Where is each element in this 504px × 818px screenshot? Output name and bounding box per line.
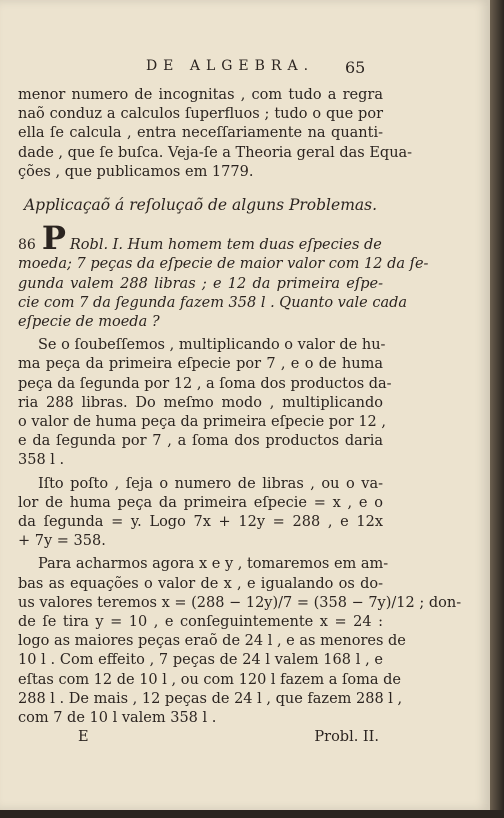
text-line: ma peça da primeira eſpecie por 7 , e o de huma bbox=[18, 356, 383, 373]
text-line: ria 288 libras. Do meſmo modo , multiplicando bbox=[18, 394, 383, 411]
text-line: da ſegunda = y. Logo 7x + 12y = 288 , e 12x bbox=[18, 514, 383, 531]
text-line: peça da ſegunda por 12 , a ſoma dos productos da- bbox=[18, 375, 392, 392]
running-header: DE ALGEBRA. bbox=[145, 58, 315, 74]
page-bottom-edge bbox=[0, 810, 504, 818]
page-body bbox=[18, 86, 462, 748]
page-number: 65 bbox=[345, 58, 366, 77]
paragraph-reasoning bbox=[18, 336, 392, 470]
drop-initial: P bbox=[41, 219, 66, 258]
text-line: Se o ſoubeſſemos , multiplicando o valor de hu- bbox=[38, 337, 386, 354]
paragraph-intro bbox=[18, 86, 413, 182]
text-line: logo as maiores peças eraõ de 24 l , e as menores de bbox=[18, 633, 406, 650]
text-line: ella ſe calcula , entra neceſſariamente na quanti- bbox=[18, 125, 383, 142]
text-line: us valores teremos x = (288 − 12y)/7 = (358 − 7y)/12 ; don- bbox=[18, 594, 462, 611]
problem-first-line bbox=[18, 219, 383, 258]
text-line: 358 l . bbox=[18, 452, 65, 469]
text-line: eſpecie de moeda ? bbox=[18, 314, 160, 331]
paragraph-solution bbox=[18, 555, 462, 728]
text-line: de ſe tira y = 10 , e conſeguintemente x = 24 : bbox=[18, 614, 383, 631]
text-line: ções , que publicamos em 1779. bbox=[18, 163, 254, 180]
text-line: lor de huma peça da primeira eſpecie = x , e o bbox=[18, 494, 383, 511]
paragraph-equations bbox=[18, 475, 383, 552]
signature-mark: E bbox=[78, 729, 89, 746]
page-footer bbox=[18, 728, 383, 747]
text-line: Para acharmos agora x e y , tomaremos em am- bbox=[38, 556, 389, 573]
text-line: Robl. I. Hum homem tem duas eſpecies de bbox=[69, 237, 382, 254]
text-line: o valor de huma peça da primeira eſpecie por 12 , bbox=[18, 414, 386, 431]
text-line: Iſto poſto , ſeja o numero de libras , ou o va- bbox=[38, 475, 383, 492]
text-line: dade , que ſe buſca. Veja-ſe a Theoria geral das Equa- bbox=[18, 144, 413, 161]
text-line: moeda; 7 peças da eſpecie de maior valor com 12 da ſe- bbox=[18, 256, 429, 273]
text-line: e da ſegunda por 7 , a ſoma dos productos daria bbox=[18, 433, 383, 450]
text-line: com 7 de 10 l valem 358 l . bbox=[18, 710, 217, 727]
text-line: + 7y = 358. bbox=[18, 533, 106, 550]
text-line: cie com 7 da ſegunda fazem 358 l . Quanto vale cada bbox=[18, 294, 408, 311]
text-line: eſtas com 12 de 10 l , ou com 120 l fazem a ſoma de bbox=[18, 671, 401, 688]
text-line: naõ conduz a calculos ſuperfluos ; tudo o que por bbox=[18, 106, 383, 123]
section-title: Applicaçaõ á reſoluçaõ de alguns Problemas. bbox=[23, 196, 378, 215]
text-line: menor numero de incognitas , com tudo a regra bbox=[18, 87, 383, 103]
catchword: Probl. II. bbox=[314, 729, 379, 746]
article-number: 86 bbox=[18, 237, 36, 254]
text-line: bas as equações o valor de x , e igualando os do- bbox=[18, 575, 383, 592]
text-line: 10 l . Com effeito , 7 peças de 24 l valem 168 l , e bbox=[18, 652, 383, 669]
text-line: 288 l . De mais , 12 peças de 24 l , que fazem 288 l , bbox=[18, 690, 403, 707]
page-edge bbox=[490, 0, 504, 818]
text-line: gunda valem 288 libras ; e 12 da primeira eſpe- bbox=[18, 275, 383, 292]
problem-statement bbox=[18, 219, 429, 332]
